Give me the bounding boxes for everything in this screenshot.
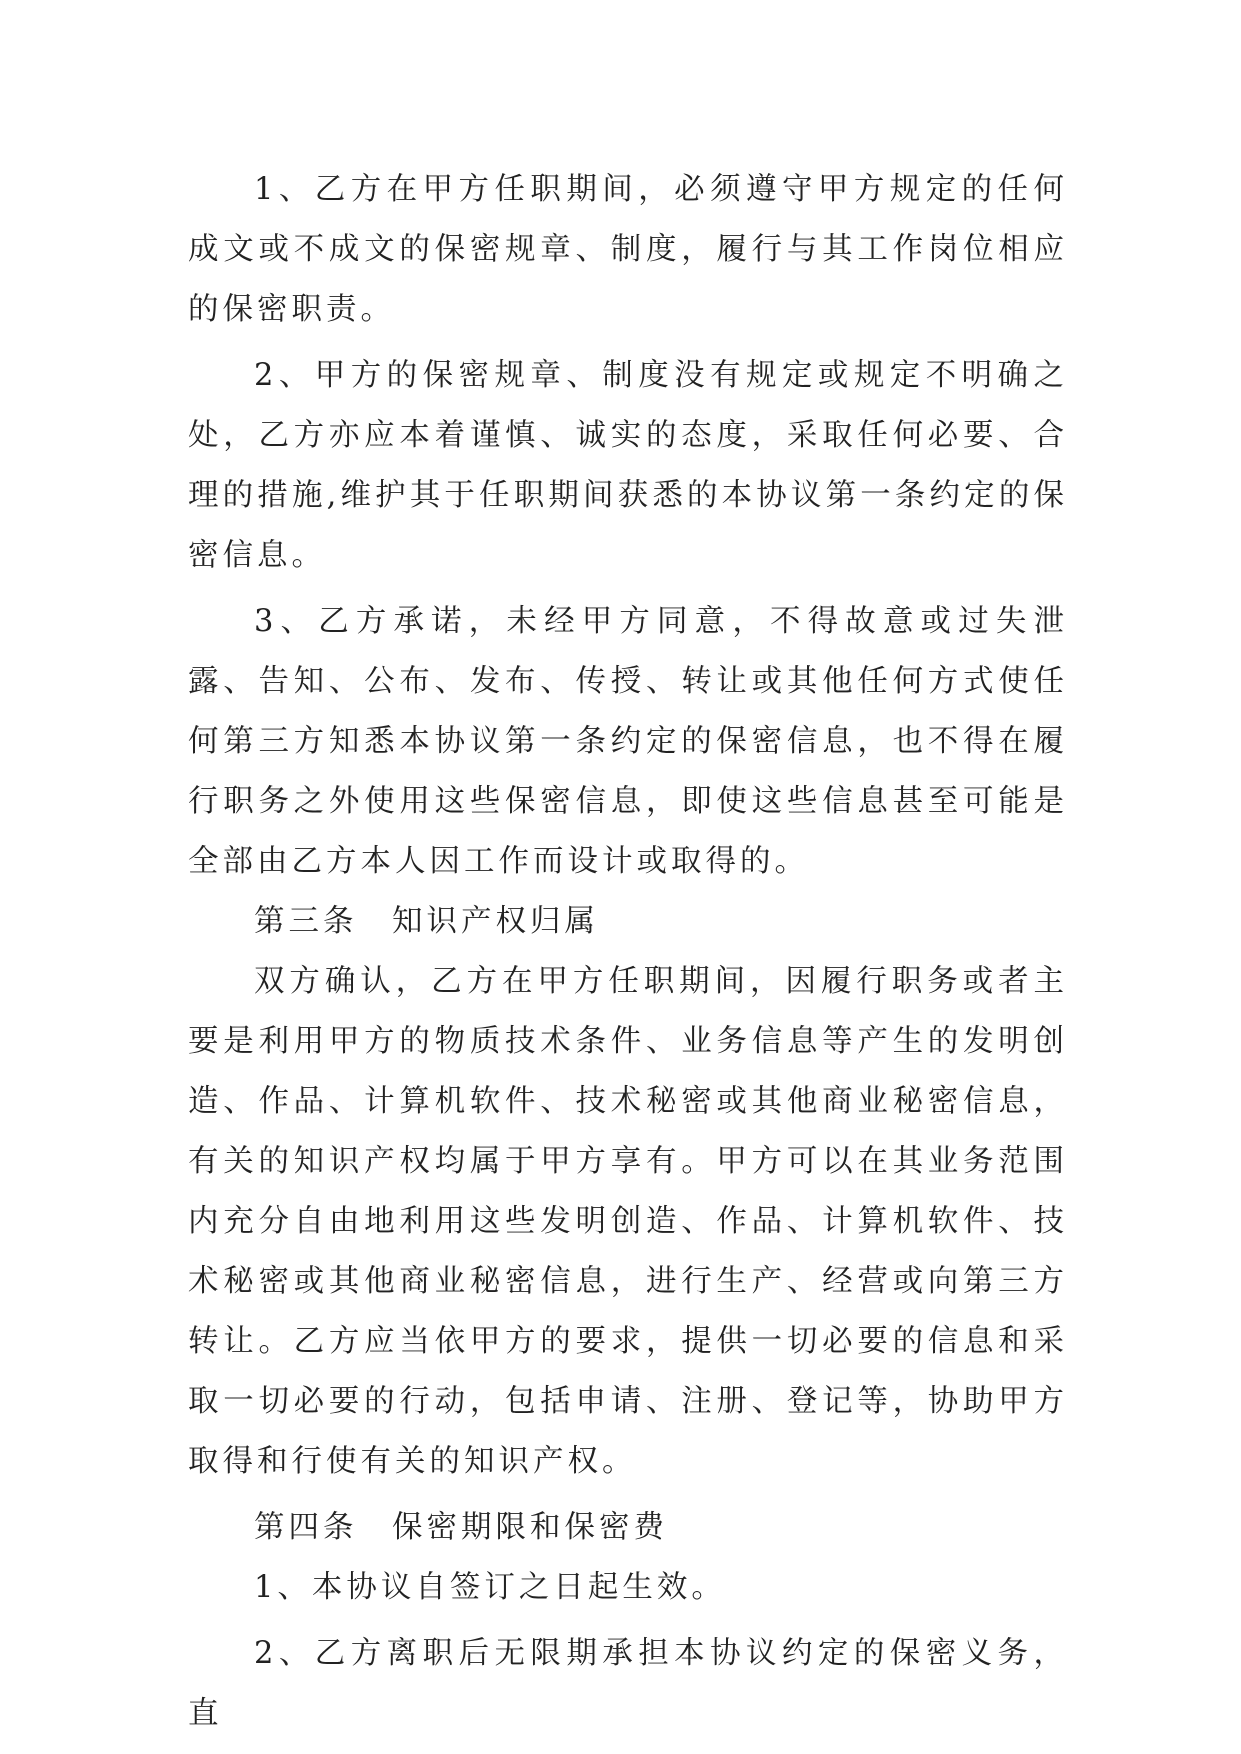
article-4-item-2: 2、乙方离职后无限期承担本协议约定的保密义务，直 [188,1636,1068,1731]
clause-paragraph-2: 2、甲方的保密规章、制度没有规定或规定不明确之处，乙方亦应本着谨慎、诚实的态度，采取任何必要、合理的措施,维护其于任职期间获悉的本协议第一条约定的保密信息。 [188,358,1068,573]
document-body [188,160,1068,1744]
clause-paragraph-1: 1、乙方在甲方任职期间，必须遵守甲方规定的任何成文或不成文的保密规章、制度，履行与其工作岗位相应的保密职责。 [188,172,1068,327]
article-4-item-1: 1、本协议自签订之日起生效。 [254,1570,726,1605]
article-3-paragraph: 双方确认，乙方在甲方任职期间，因履行职务或者主要是利用甲方的物质技术条件、业务信息等产生的发明创造、作品、计算机软件、技术秘密或其他商业秘密信息，有关的知识产权均属于甲方享有。甲方可以在其业务范围内充分自由地利用这些发明创造、作品、计算机软件、技术秘密或其他商业秘密信息，进行生产、经营或向第三方转让。乙方应当依甲方的要求，提供一切必要的信息和采取一切必要的行动，包括申请、注册、登记等，协助甲方取得和行使有关的知识产权。 [188,964,1068,1479]
clause-paragraph-3: 3、乙方承诺，未经甲方同意，不得故意或过失泄露、告知、公布、发布、传授、转让或其他任何方式使任何第三方知悉本协议第一条约定的保密信息，也不得在履行职务之外使用这些保密信息，即使这些信息甚至可能是全部由乙方本人因工作而设计或取得的。 [188,604,1068,879]
section-heading-article-4: 第四条 保密期限和保密费 [254,1510,668,1545]
section-heading-article-3: 第三条 知识产权归属 [254,904,599,939]
